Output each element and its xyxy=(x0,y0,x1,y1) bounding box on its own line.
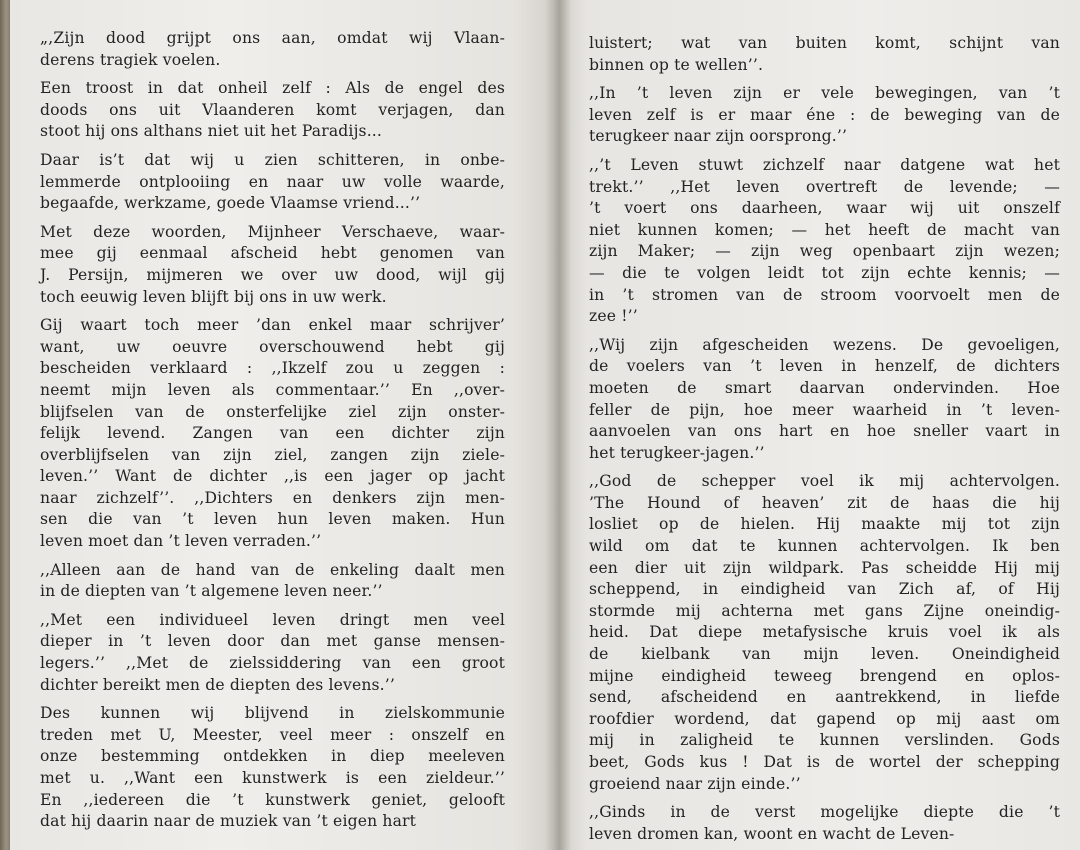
text-line: binnen op te wellen’’. xyxy=(589,55,764,74)
text-line: terugkeer naar zijn oorsprong.’’ xyxy=(589,127,848,146)
text-line: mee gij eenmaal afscheid hebt genomen van xyxy=(40,244,505,263)
text-line: in ’t stromen van de stroom voorvoelt men de xyxy=(589,285,1060,304)
text-line: roofdier wordend, dat gapend op mij aast om xyxy=(589,709,1060,728)
text-line: met u. ,,Want een kunstwerk is een zieldeur.’’ xyxy=(40,769,505,787)
text-line: derens tragiek voelen. xyxy=(40,50,221,69)
text-line: mij in zaligheid te kunnen verslinden. Gods xyxy=(589,731,1060,750)
right-page xyxy=(555,0,1080,850)
text-line: groeiend naar zijn einde.’’ xyxy=(589,774,801,793)
text-line: in de diepten van ’t algemene leven neer.’’ xyxy=(40,582,383,601)
text-line: treden met U, Meester, veel meer : onszelf en xyxy=(40,725,505,744)
text-line: Des kunnen wij blijvend in zielskommunie xyxy=(40,704,505,723)
text-line: onze bestemming ontdekken in diep meeleven xyxy=(40,747,505,766)
text-line: stormde mij achterna met gans Zijne oneindig- xyxy=(589,601,1060,620)
text-line: wild om dat te kunnen achtervolgen. Ik ben xyxy=(589,537,1060,556)
text-line: niet kunnen komen; — het heeft de macht van xyxy=(589,220,1060,239)
text-line: losliet op de hielen. Hij maakte mij tot zijn xyxy=(589,515,1060,534)
text-line: ,,Wij zijn afgescheiden wezens. De gevoeligen, xyxy=(589,335,1060,354)
text-line: neemt mijn leven als commentaar.’’ En ,,over- xyxy=(40,380,505,399)
text-line: doods ons uit Vlaanderen komt verjagen, dan xyxy=(40,100,505,119)
text-line: dat hij daarin naar de muziek van ’t eigen hart xyxy=(40,812,417,831)
text-line: dichter bereikt men de diepten des levens.’’ xyxy=(40,675,395,694)
text-line: stoot hij ons althans niet uit het Paradijs... xyxy=(40,122,383,141)
paragraph xyxy=(589,802,1060,845)
text-line: beet, Gods kus ! Dat is de wortel der schepping xyxy=(589,753,1060,771)
text-line: ’t voert ons daarheen, waar wij uit onszelf xyxy=(589,199,1060,218)
text-line: toch eeuwig leven blijft bij ons in uw werk. xyxy=(40,287,387,306)
text-line: overblijfselen van zijn ziel, zangen zijn ziele- xyxy=(40,445,505,464)
paragraph xyxy=(589,33,1060,76)
text-line: sen die van ’t leven hun leven maken. Hun xyxy=(40,510,505,529)
text-line: heid. Dat diepe metafysische kruis voel ik als xyxy=(589,623,1060,642)
paragraph xyxy=(40,703,505,833)
text-line: ’The Hound of heaven’ zit de haas die hij xyxy=(589,493,1060,512)
text-line: luistert; wat van buiten komt, schijnt van xyxy=(589,34,1060,52)
paragraph xyxy=(40,610,505,696)
text-line: want, uw oeuvre overschouwend hebt gij xyxy=(40,337,505,356)
text-line: ,,Ginds in de verst mogelijke diepte die ’t xyxy=(589,803,1060,822)
text-line: de kielbank van mijn leven. Oneindigheid xyxy=(589,645,1060,664)
text-line: leven moet dan ’t leven verraden.’’ xyxy=(40,532,322,551)
text-line: ,,’t Leven stuwt zichzelf naar datgene wat het xyxy=(589,155,1060,174)
text-line: felijk levend. Zangen van een dichter zijn xyxy=(40,424,505,443)
text-line: blijfselen van de onsterfelijke ziel zijn onster- xyxy=(40,402,505,421)
paragraph xyxy=(40,28,505,71)
text-line: Daar is’t dat wij u zien schitteren, in onbe- xyxy=(40,150,505,169)
text-line: Gij waart toch meer ’dan enkel maar schrijver’ xyxy=(40,316,505,335)
text-line: send, afscheidend en aantrekkend, in liefde xyxy=(589,688,1060,707)
text-line: feller de pijn, hoe meer waarheid in ’t leven- xyxy=(589,400,1060,419)
text-line: ,,God de schepper voel ik mij achtervolgen. xyxy=(589,472,1060,491)
text-line: lemmerde ontplooiing en naar uw volle waarde, xyxy=(40,172,505,191)
text-line: mijne eindigheid teweeg brengend en oplos- xyxy=(589,666,1060,685)
text-line: Een troost in dat onheil zelf : Als de engel des xyxy=(40,79,505,98)
paragraph xyxy=(40,315,505,553)
paragraph xyxy=(40,560,505,603)
text-line: „,Zijn dood grijpt ons aan, omdat wij Vlaan- xyxy=(40,29,505,47)
text-line: leven zelf is er maar éne : de beweging van de xyxy=(589,105,1060,124)
paragraph xyxy=(589,335,1060,465)
paragraph xyxy=(40,222,505,308)
text-line: een dier uit zijn wildpark. Pas scheidde Hij mij xyxy=(589,558,1060,577)
text-line: de voelers van ’t leven in henzelf, de dichters xyxy=(589,357,1060,376)
text-line: begaafde, werkzame, goede Vlaamse vriend...’’ xyxy=(40,194,421,213)
text-line: zee !’’ xyxy=(589,307,638,326)
text-line: het terugkeer-jagen.’’ xyxy=(589,443,765,462)
text-line: aanvoelen van ons hart en hoe sneller vaart in xyxy=(589,422,1060,441)
text-line: moeten de smart daarvan ondervinden. Hoe xyxy=(589,378,1060,397)
text-line: zijn Maker; — zijn weg openbaart zijn wezen; xyxy=(589,242,1060,261)
text-line: naar zichzelf’’. ,,Dichters en denkers zijn men- xyxy=(40,488,505,507)
paragraph xyxy=(589,83,1060,148)
text-line: dieper in ’t leven door dan met ganse mensen- xyxy=(40,632,505,651)
text-line: ,,Met een individueel leven dringt men veel xyxy=(40,610,505,629)
text-line: — die te volgen leidt tot zijn echte kennis; — xyxy=(589,263,1060,282)
text-line: ,,In ’t leven zijn er vele bewegingen, van ’t xyxy=(589,84,1060,103)
text-line: leven.’’ Want de dichter ,,is een jager op jacht xyxy=(40,467,505,486)
left-page xyxy=(10,0,555,850)
paragraph xyxy=(589,155,1060,328)
paragraph xyxy=(589,471,1060,795)
text-line: ,,Alleen aan de hand van de enkeling daalt men xyxy=(40,560,505,579)
text-line: Met deze woorden, Mijnheer Verschaeve, waar- xyxy=(40,222,505,241)
text-line: scheppend, in eindigheid van Zich af, of Hij xyxy=(589,580,1060,599)
paragraph xyxy=(40,78,505,143)
text-line: legers.’’ ,,Met de zielssiddering van een groot xyxy=(40,654,505,673)
paragraph xyxy=(40,150,505,215)
text-line: J. Persijn, mijmeren we over uw dood, wijl gij xyxy=(40,265,505,284)
text-line: trekt.’’ ,,Het leven overtreft de levende; — xyxy=(589,177,1060,196)
text-line: En ,,iedereen die ’t kunstwerk geniet, gelooft xyxy=(40,790,505,809)
text-line: leven dromen kan, woont en wacht de Leven- xyxy=(589,824,955,843)
text-line: bescheiden verklaard : ,,Ikzelf zou u zeggen : xyxy=(40,359,505,378)
